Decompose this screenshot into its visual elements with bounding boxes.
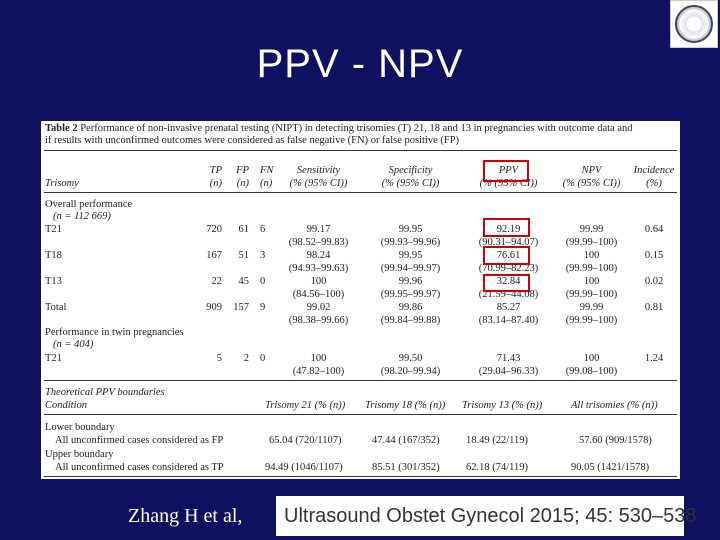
boundaries-header-rule <box>44 414 677 415</box>
cell-fp: 61 <box>238 224 249 235</box>
boundaries-header-t13: Trisomy 13 (% (n)) <box>462 400 543 411</box>
citation-box <box>276 496 697 536</box>
cell-inc: 0.81 <box>644 302 664 313</box>
cell-fp: 51 <box>238 250 249 261</box>
cell-spec: 99.95 <box>398 224 423 235</box>
header-npv: NPV <box>581 165 602 176</box>
cell-fp: 45 <box>238 276 249 287</box>
cell-sens-ci: (98.38–99.66) <box>288 315 349 326</box>
header-fp: FP <box>236 165 249 176</box>
cell-sens-ci: (47.82–100) <box>292 366 345 377</box>
boundaries-header-t18: Trisomy 18 (% (n)) <box>365 400 446 411</box>
cell-npv: 100 <box>583 250 600 261</box>
cell-spec: 99.50 <box>398 353 423 364</box>
upper-boundary-desc: All unconfirmed cases considered as TP <box>55 462 224 473</box>
cell-spec-ci: (99.95–99.97) <box>380 289 441 300</box>
twin-n: (n = 404) <box>53 339 94 350</box>
header-specificity-unit: (% (95% CI)) <box>381 178 440 189</box>
cell-sens: 100 <box>310 353 327 364</box>
cell-spec-ci: (99.93–99.96) <box>380 237 441 248</box>
cell-spec-ci: (99.94–99.97) <box>380 263 441 274</box>
header-bottom-rule <box>44 192 677 193</box>
header-fp-unit: (n) <box>236 178 249 189</box>
ppv-t18-highlight <box>483 246 530 265</box>
cell-tp: 720 <box>206 224 222 235</box>
cell-spec: 99.86 <box>398 302 423 313</box>
cell-fp: 2 <box>243 353 249 364</box>
header-incidence: Incidence <box>633 165 675 176</box>
upper-t13: 62.18 (74/119) <box>466 462 529 473</box>
boundaries-condition: Condition <box>45 400 88 411</box>
cell-sens: 98.24 <box>306 250 331 261</box>
cell-fn: 3 <box>260 250 266 261</box>
cell-ppv-ci: (21.59–44.08) <box>478 289 539 300</box>
cell-npv: 100 <box>583 353 600 364</box>
boundaries-header-t21: Trisomy 21 (% (n)) <box>265 400 346 411</box>
header-ppv: PPV <box>498 165 519 176</box>
cell-npv-ci: (99.99–100) <box>565 263 618 274</box>
lower-t21: 65.04 (720/1107) <box>269 435 342 446</box>
lower-t13: 18.49 (22/119) <box>466 435 529 446</box>
header-fn: FN <box>260 165 274 176</box>
footer-author: Zhang H et al, <box>128 505 243 527</box>
cell-npv-ci: (99.99–100) <box>565 289 618 300</box>
header-fn-unit: (n) <box>260 178 273 189</box>
overall-label: Overall performance <box>45 199 133 210</box>
cell-npv: 100 <box>583 276 600 287</box>
cell-inc: 0.15 <box>644 250 664 261</box>
seal-emblem-icon <box>675 5 713 43</box>
cell-ppv: 71.43 <box>496 353 521 364</box>
header-sensitivity: Sensitivity <box>296 165 341 176</box>
cell-inc: 0.64 <box>644 224 664 235</box>
twin-label: Performance in twin pregnancies <box>45 327 184 338</box>
cell-sens-ci: (94.93–99.63) <box>288 263 349 274</box>
cell-ppv-ci: (83.14–87.40) <box>478 315 539 326</box>
upper-t18: 85.51 (301/352) <box>372 462 440 473</box>
ppv-header-highlight <box>483 160 529 182</box>
citation-text: Ultrasound Obstet Gynecol 2015; 45: 530–538 <box>284 505 697 527</box>
ppv-t13-highlight <box>483 274 530 292</box>
overall-n: (n = 112 669) <box>53 211 111 222</box>
header-tp: TP <box>209 165 222 176</box>
ppv-t21-highlight <box>483 218 530 237</box>
upper-boundary-label: Upper boundary <box>45 449 114 460</box>
boundaries-title: Theoretical PPV boundaries <box>45 387 165 398</box>
cell-npv-ci: (99.99–100) <box>565 315 618 326</box>
table-top-rule <box>44 150 677 151</box>
cell-name: Total <box>45 302 67 313</box>
cell-fn: 9 <box>260 302 266 313</box>
header-npv-unit: (% (95% CI)) <box>562 178 621 189</box>
cell-sens: 100 <box>310 276 327 287</box>
cell-npv: 99.99 <box>579 224 604 235</box>
cell-ppv: 85.27 <box>496 302 521 313</box>
header-sensitivity-unit: (% (95% CI)) <box>289 178 348 189</box>
lower-all: 57.60 (909/1578) <box>579 435 652 446</box>
table-caption-text-1: Performance of non-invasive prenatal testing (NIPT) in detecting trisomies (T) 21, 18 and 13 in pregnancies with outcome data and <box>77 123 633 134</box>
header-incidence-unit: (%) <box>646 178 662 189</box>
cell-npv-ci: (99.99–100) <box>565 237 618 248</box>
cell-ppv-ci: (70.99–82.23) <box>478 263 539 274</box>
lower-boundary-desc: All unconfirmed cases considered as FP <box>55 435 224 446</box>
slide-title: PPV - NPV <box>256 42 464 86</box>
cell-npv-ci: (99.08–100) <box>565 366 618 377</box>
cell-name: T18 <box>45 250 62 261</box>
cell-ppv: 76.61 <box>496 250 521 261</box>
cell-sens-ci: (84.56–100) <box>292 289 345 300</box>
cell-tp: 5 <box>216 353 222 364</box>
upper-t21: 94.49 (1046/1107) <box>265 462 343 473</box>
cell-spec: 99.96 <box>398 276 423 287</box>
cell-fp: 157 <box>233 302 249 313</box>
cell-spec-ci: (98.20–99.94) <box>380 366 441 377</box>
university-seal-icon <box>670 0 718 48</box>
upper-all: 90.05 (1421/1578) <box>571 462 650 473</box>
data-table <box>41 121 680 479</box>
cell-ppv-ci: (29.04–96.33) <box>478 366 539 377</box>
lower-boundary-label: Lower boundary <box>45 422 115 433</box>
cell-fn: 6 <box>260 224 266 235</box>
cell-ppv: 32.84 <box>496 276 521 287</box>
table-bottom-rule <box>44 476 677 477</box>
header-tp-unit: (n) <box>209 178 222 189</box>
cell-name: T21 <box>45 353 62 364</box>
cell-ppv-ci: (90.31–94.07) <box>478 237 539 248</box>
cell-sens: 99.02 <box>306 302 331 313</box>
cell-fn: 0 <box>260 276 266 287</box>
header-specificity: Specificity <box>388 165 433 176</box>
cell-tp: 22 <box>211 276 222 287</box>
cell-fn: 0 <box>260 353 266 364</box>
cell-sens-ci: (98.52–99.83) <box>288 237 349 248</box>
table-caption <box>45 123 677 147</box>
table-caption-label: Table 2 <box>45 123 78 134</box>
header-trisomy: Trisomy <box>45 178 79 189</box>
boundaries-header-all: All trisomies (% (n)) <box>571 400 658 411</box>
boundaries-top-rule <box>44 380 677 381</box>
cell-inc: 0.02 <box>644 276 664 287</box>
cell-ppv: 92.19 <box>496 224 521 235</box>
cell-sens: 99.17 <box>306 224 331 235</box>
cell-tp: 909 <box>206 302 222 313</box>
cell-name: T13 <box>45 276 62 287</box>
cell-inc: 1.24 <box>644 353 664 364</box>
cell-spec: 99.95 <box>398 250 423 261</box>
cell-tp: 167 <box>206 250 222 261</box>
table-caption-text-2: if results with unconfirmed outcomes were considered as false negative (FN) or false positive (FP) <box>45 135 460 146</box>
cell-spec-ci: (99.84–99.88) <box>380 315 441 326</box>
cell-name: T21 <box>45 224 62 235</box>
header-ppv-unit: (% (95% CI)) <box>479 178 538 189</box>
cell-npv: 99.99 <box>579 302 604 313</box>
lower-t18: 47.44 (167/352) <box>372 435 440 446</box>
